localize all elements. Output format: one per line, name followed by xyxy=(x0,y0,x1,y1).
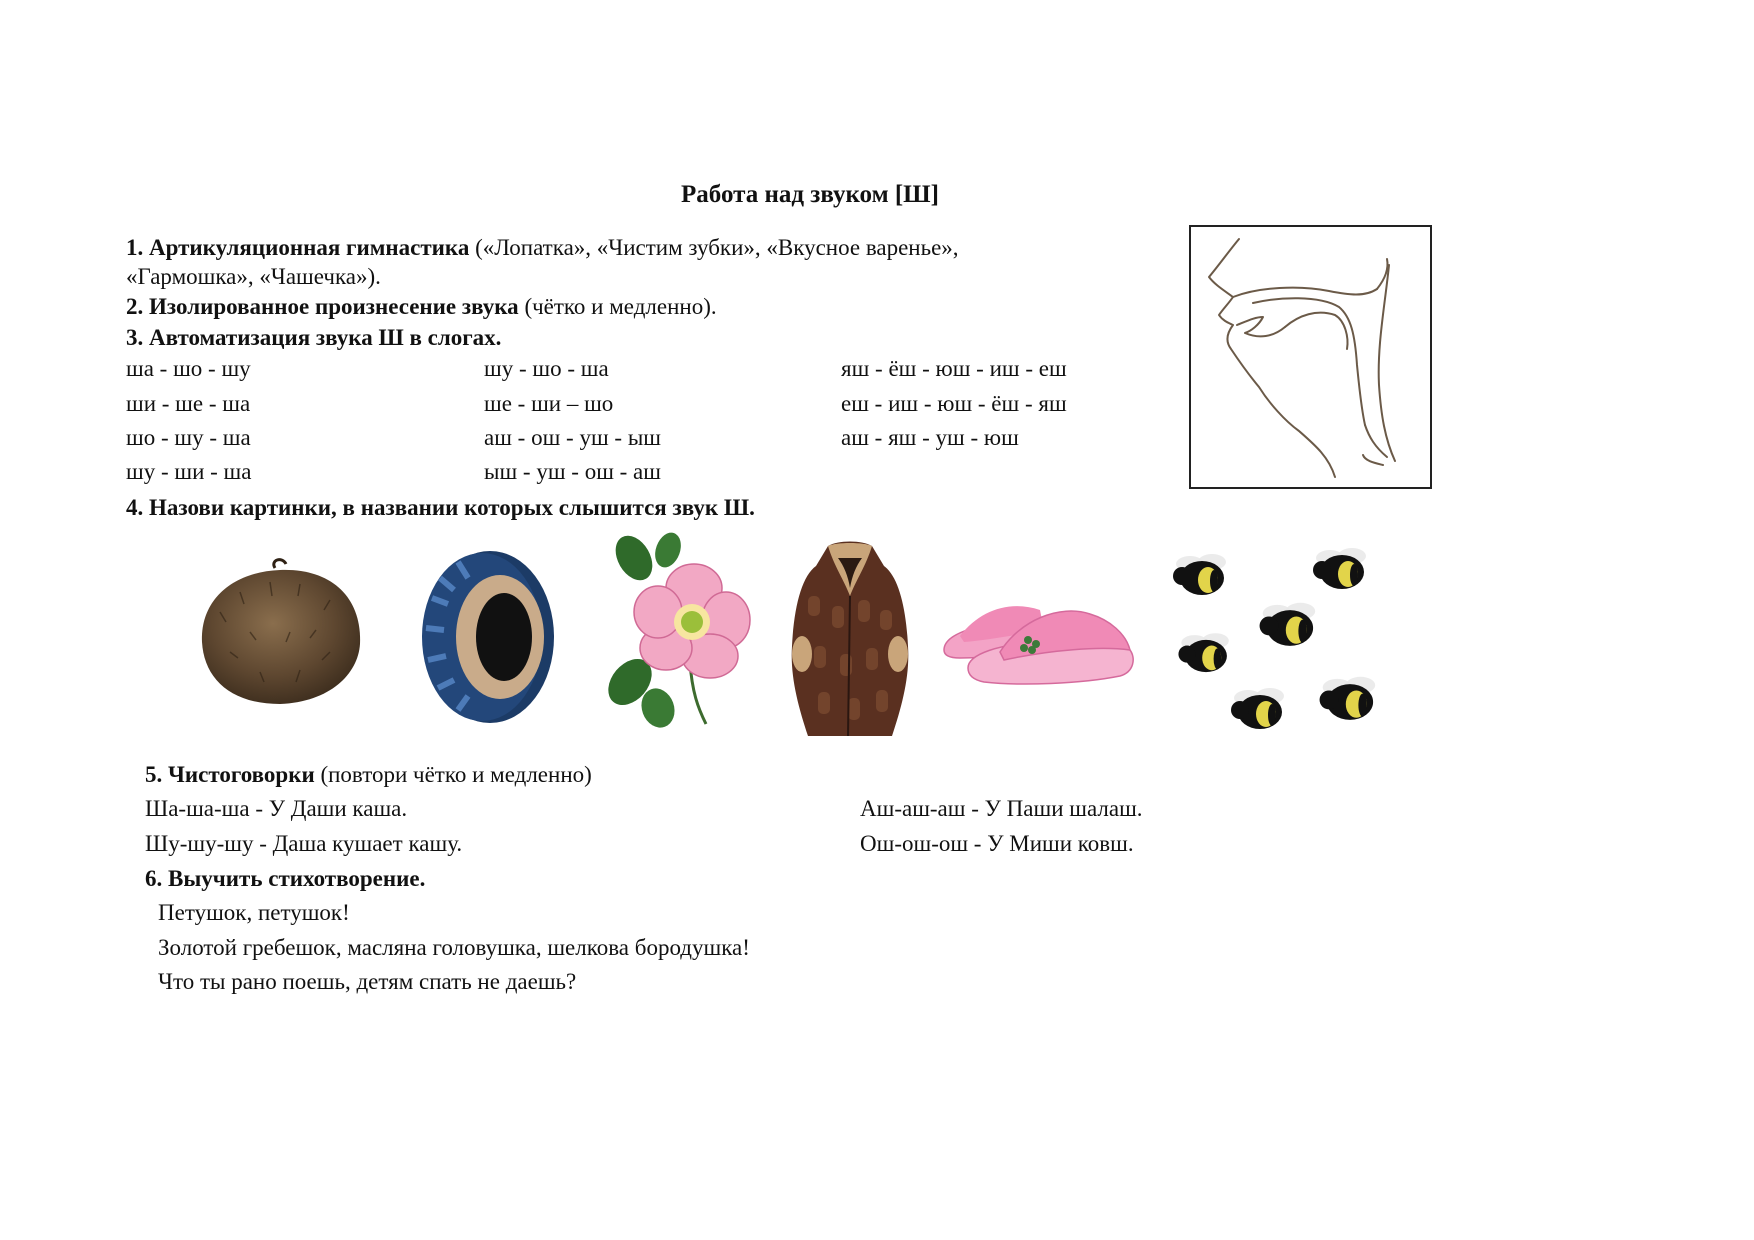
section-1-line-2: «Гармошка», «Чашечка»). xyxy=(126,264,381,289)
syllable-cell: шу - ши - ша xyxy=(126,459,252,484)
tire-icon xyxy=(418,548,558,726)
section-1-heading: 1. Артикуляционная гимнастика xyxy=(126,235,470,260)
tongue-twister: Ша-ша-ша - У Даши каша. xyxy=(145,796,408,821)
section-1-text: («Лопатка», «Чистим зубки», «Вкусное варенье», xyxy=(469,235,959,260)
section-5 xyxy=(145,760,592,790)
syllable-cell: шо - шу - ша xyxy=(126,425,251,450)
syllable-cell: ыш - уш - ош - аш xyxy=(484,459,661,484)
syllable-cell: аш - ош - уш - ыш xyxy=(484,425,661,450)
page-title: Работа над звуком [Ш] xyxy=(681,181,939,208)
bumblebees-icon xyxy=(1166,532,1416,754)
poem-line: Петушок, петушок! xyxy=(158,900,350,925)
syllable-cell: еш - иш - юш - ёш - яш xyxy=(841,391,1067,416)
fur-hat-icon xyxy=(190,552,370,712)
syllable-cell: шу - шо - ша xyxy=(484,356,609,381)
section-2 xyxy=(126,292,717,322)
poem-line: Что ты рано поешь, детям спать не даешь? xyxy=(158,969,577,994)
section-4-heading: 4. Назови картинки, в названии которых слышится звук Ш. xyxy=(126,495,755,520)
fur-coat-icon xyxy=(788,536,912,740)
syllable-cell: ша - шо - шу xyxy=(126,356,251,381)
tongue-twister: Аш-аш-аш - У Паши шалаш. xyxy=(860,796,1143,821)
syllable-cell: аш - яш - уш - юш xyxy=(841,425,1019,450)
syllable-cell: ше - ши – шо xyxy=(484,391,614,416)
section-5-heading: 5. Чистоговорки xyxy=(145,762,315,787)
poem-line: Золотой гребешок, масляна головушка, шелкова бородушка! xyxy=(158,935,750,960)
section-2-text: (чётко и медленно). xyxy=(518,294,717,319)
articulation-profile-icon xyxy=(1189,225,1432,489)
tongue-twister: Ош-ош-ош - У Миши ковш. xyxy=(860,831,1134,856)
rosehip-flower-icon xyxy=(606,532,754,728)
section-1-line-1 xyxy=(126,233,959,263)
section-6-heading: 6. Выучить стихотворение. xyxy=(145,866,426,891)
tongue-twister: Шу-шу-шу - Даша кушает кашу. xyxy=(145,831,463,856)
slippers-icon xyxy=(940,580,1140,688)
syllable-cell: ши - ше - ша xyxy=(126,391,251,416)
section-2-heading: 2. Изолированное произнесение звука xyxy=(126,294,519,319)
syllable-cell: яш - ёш - юш - иш - еш xyxy=(841,356,1067,381)
section-5-text: (повтори чётко и медленно) xyxy=(314,762,592,787)
section-3-heading: 3. Автоматизация звука Ш в слогах. xyxy=(126,325,502,350)
